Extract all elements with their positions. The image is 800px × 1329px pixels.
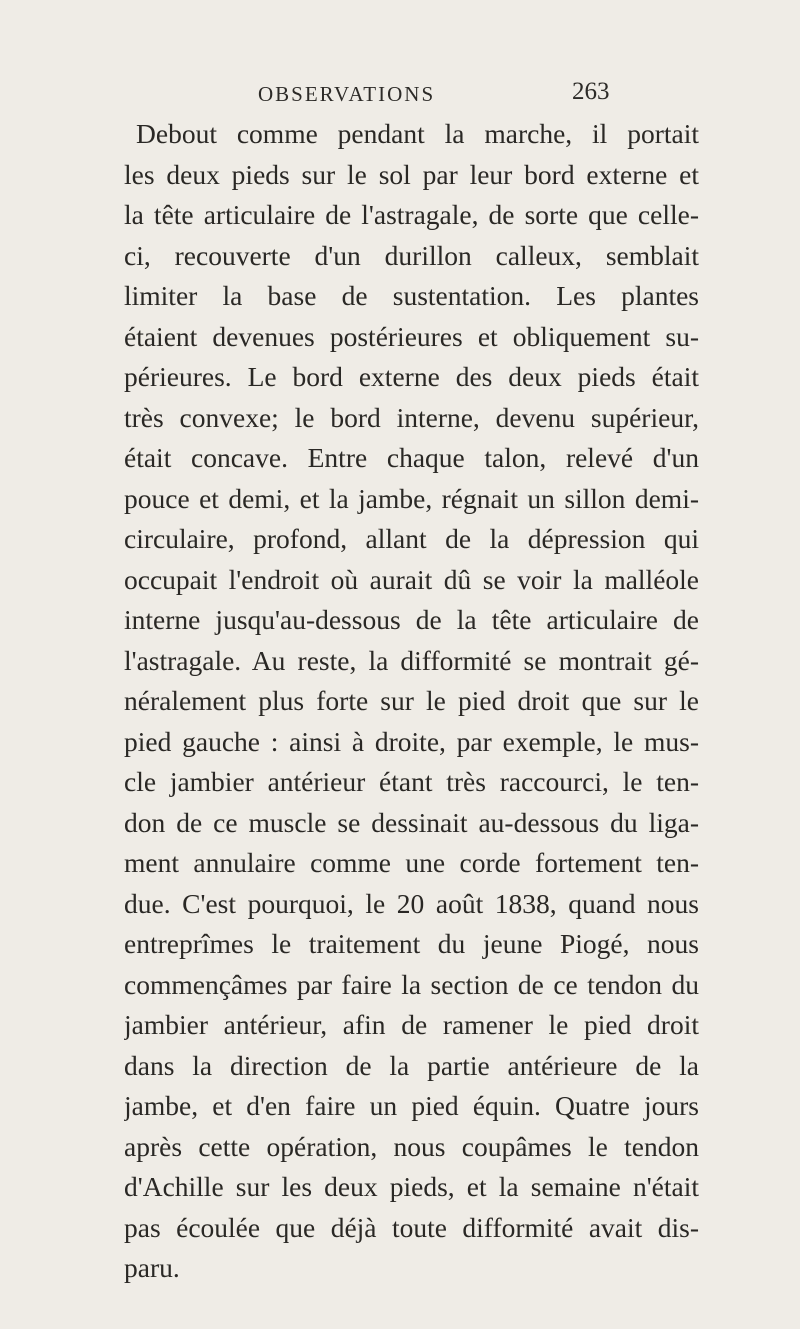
text-line: d'Achille sur les deux pieds, et la semaine n'était	[124, 1171, 699, 1202]
text-line: les deux pieds sur le sol par leur bord externe et	[124, 158, 699, 190]
text-line: après cette opération, nous coupâmes le tendon	[124, 1130, 699, 1162]
text-line: l'astragale. Au reste, la difformité se montrait gé-	[124, 644, 699, 676]
text-line: la tête articulaire de l'astragale, de sorte que celle-	[124, 199, 699, 230]
body-paragraph	[124, 114, 699, 1289]
text-line: étaient devenues postérieures et obliquement su-	[124, 320, 699, 352]
text-line: don de ce muscle se dessinait au-dessous du liga-	[124, 806, 699, 838]
text-line: interne jusqu'au-dessous de la tête articulaire de	[124, 604, 699, 635]
text-line: pied gauche : ainsi à droite, par exemple, le mus-	[124, 725, 699, 757]
text-line: jambe, et d'en faire un pied équin. Quatre jours	[124, 1090, 699, 1121]
text-line: dans la direction de la partie antérieure de la	[124, 1049, 699, 1081]
text-line: pas écoulée que déjà toute difformité avait dis-	[124, 1211, 699, 1243]
text-line: due. C'est pourquoi, le 20 août 1838, quand nous	[124, 887, 699, 919]
text-line: occupait l'endroit où aurait dû se voir la malléole	[124, 563, 699, 595]
text-line: ci, recouverte d'un durillon calleux, semblait	[124, 239, 699, 271]
text-line: entreprîmes le traitement du jeune Piogé, nous	[124, 928, 699, 959]
text-line: paru.	[124, 1252, 180, 1283]
text-line: néralement plus forte sur le pied droit que sur le	[124, 685, 699, 716]
running-title: OBSERVATIONS	[258, 82, 436, 106]
text-line: limiter la base de sustentation. Les plantes	[124, 280, 699, 311]
text-line: périeures. Le bord externe des deux pieds était	[124, 361, 699, 392]
text-line: ment annulaire comme une corde fortement ten-	[124, 847, 699, 878]
text-line: était concave. Entre chaque talon, relevé d'un	[124, 442, 699, 473]
text-line: commençâmes par faire la section de ce tendon du	[124, 968, 699, 1000]
text-line: jambier antérieur, afin de ramener le pied droit	[124, 1009, 699, 1040]
text-line: cle jambier antérieur étant très raccourci, le ten-	[124, 766, 699, 797]
text-line: circulaire, profond, allant de la dépression qui	[124, 523, 699, 554]
page-header	[0, 78, 800, 108]
text-line: pouce et demi, et la jambe, régnait un sillon demi-	[124, 482, 699, 514]
text-line: très convexe; le bord interne, devenu supérieur,	[124, 401, 699, 433]
text-line: Debout comme pendant la marche, il portait	[136, 118, 699, 149]
page-number: 263	[572, 78, 610, 105]
